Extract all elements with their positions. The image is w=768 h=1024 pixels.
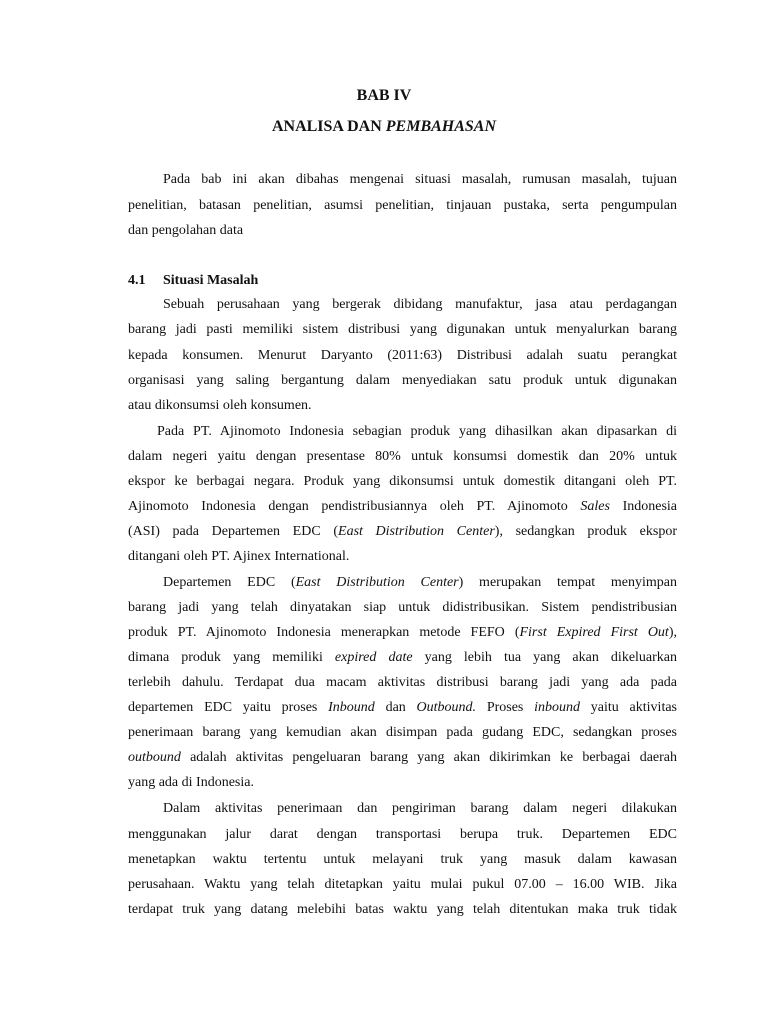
paragraph-line: yang ada di Indonesia. — [128, 775, 254, 790]
paragraph-line: Departemen EDC (East Distribution Center) merupakan tempat menyimpan — [163, 575, 677, 590]
paragraph-line: Sebuah perusahaan yang bergerak dibidang manufaktur, jasa atau perdagangan — [163, 297, 677, 312]
paragraph-line: produk PT. Ajinomoto Indonesia menerapkan metode FEFO (First Expired First Out), — [128, 625, 677, 640]
chapter-title-plain: ANALISA DAN — [271, 118, 382, 135]
paragraph-line: menggunakan jalur darat dengan transportasi berupa truk. Departemen EDC — [128, 827, 677, 842]
paragraph-line: barang jadi yang telah dinyatakan siap untuk didistribusikan. Sistem pendistribusian — [128, 600, 677, 615]
paragraph-line: perusahaan. Waktu yang telah ditetapkan yaitu mulai pukul 07.00 – 16.00 WIB. Jika — [128, 877, 677, 892]
paragraph-line: menetapkan waktu tertentu untuk melayani truk yang masuk dalam kawasan — [128, 852, 677, 867]
intro-line: dan pengolahan data — [128, 223, 244, 238]
section-number: 4.1 — [128, 273, 146, 288]
paragraph-line: Ajinomoto Indonesia dengan pendistribusiannya oleh PT. Ajinomoto Sales Indonesia — [128, 499, 678, 514]
paragraph-line: (ASI) pada Departemen EDC (East Distribution Center), sedangkan produk ekspor — [128, 524, 677, 539]
paragraph-line: penerimaan barang yang kemudian akan disimpan pada gudang EDC, sedangkan proses — [128, 725, 677, 740]
paragraph-line: Dalam aktivitas penerimaan dan pengiriman barang dalam negeri dilakukan — [163, 801, 677, 816]
paragraph-line: terdapat truk yang datang melebihi batas waktu yang telah ditentukan maka truk tidak — [128, 902, 677, 917]
paragraph-line: ditangani oleh PT. Ajinex International. — [128, 549, 350, 564]
section-title: Situasi Masalah — [163, 273, 259, 288]
paragraph-line: dimana produk yang memiliki expired date yang lebih tua yang akan dikeluarkan — [128, 650, 678, 665]
paragraph-line: atau dikonsumsi oleh konsumen. — [128, 398, 312, 413]
paragraph-line: barang jadi pasti memiliki sistem distribusi yang digunakan untuk menyalurkan barang — [128, 322, 677, 337]
chapter-title — [0, 118, 768, 136]
intro-line: penelitian, batasan penelitian, asumsi penelitian, tinjauan pustaka, serta pengumpulan — [128, 198, 677, 213]
paragraph-line: organisasi yang saling bergantung dalam menyediakan satu produk untuk digunakan — [128, 373, 677, 388]
paragraph-line: ekspor ke berbagai negara. Produk yang dikonsumsi untuk domestik ditangani oleh PT. — [128, 474, 677, 489]
paragraph-line: terlebih dahulu. Terdapat dua macam aktivitas distribusi barang jadi yang ada pada — [128, 675, 677, 690]
paragraph-line: kepada konsumen. Menurut Daryanto (2011:63) Distribusi adalah suatu perangkat — [128, 348, 677, 363]
intro-line: Pada bab ini akan dibahas mengenai situasi masalah, rumusan masalah, tujuan — [163, 172, 677, 187]
paragraph-line: dalam negeri yaitu dengan presentase 80% untuk konsumsi domestik dan 20% untuk — [128, 449, 677, 464]
paragraph-line: departemen EDC yaitu proses Inbound dan Outbound. Proses inbound yaitu aktivitas — [128, 700, 677, 715]
paragraph-line: Pada PT. Ajinomoto Indonesia sebagian produk yang dihasilkan akan dipasarkan di — [157, 424, 677, 439]
paragraph-line: outbound adalah aktivitas pengeluaran barang yang akan dikirimkan ke berbagai daerah — [128, 750, 678, 765]
section-heading — [128, 272, 677, 289]
chapter-number: BAB IV — [356, 87, 412, 104]
chapter-title-italic: PEMBAHASAN — [385, 118, 497, 135]
